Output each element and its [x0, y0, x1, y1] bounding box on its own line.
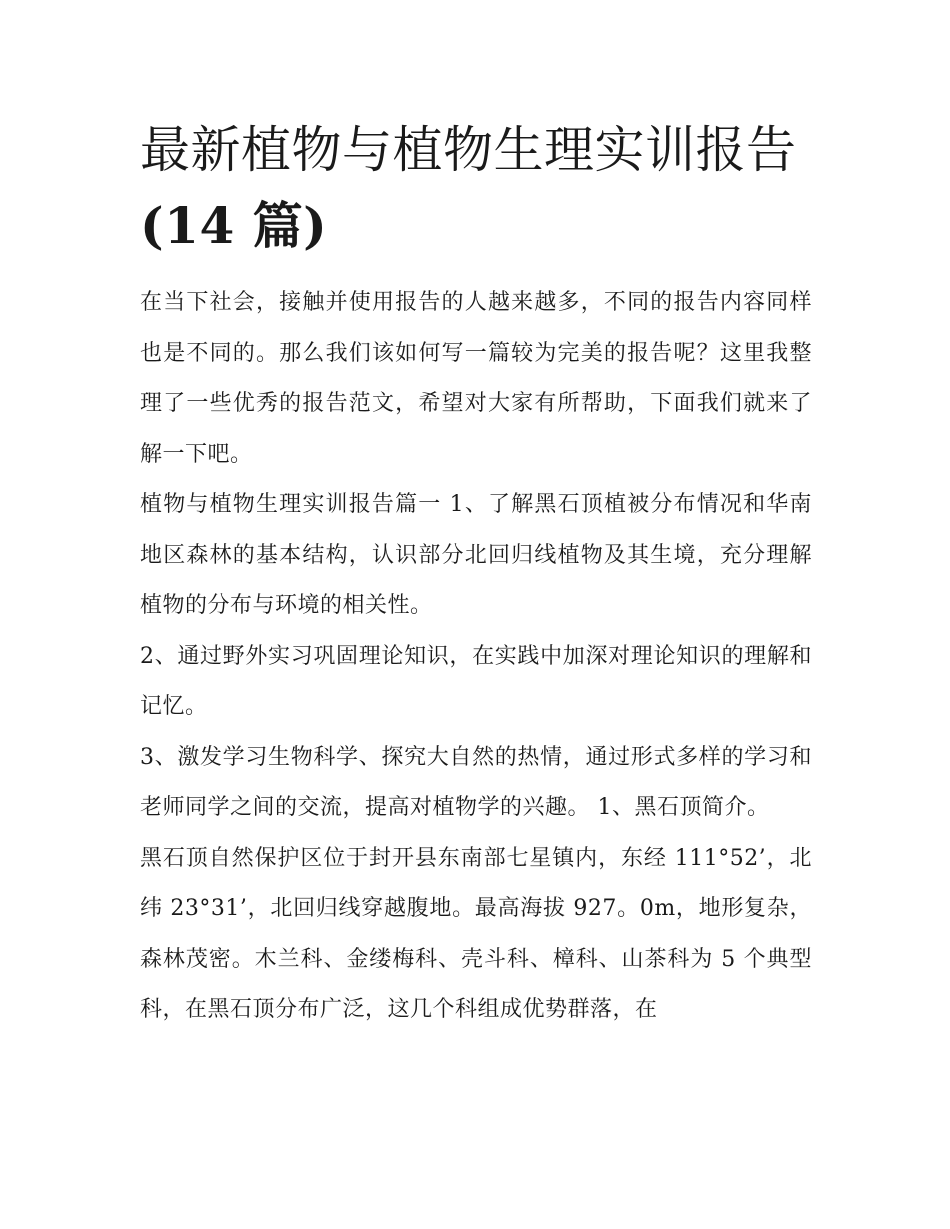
- title-line-1: 最新植物与植物生理实训报告: [140, 121, 797, 179]
- title-line-2: (14 篇): [140, 196, 328, 255]
- document-page: [140, 112, 812, 1036]
- document-title: [140, 112, 812, 264]
- paragraph-intro: 在当下社会，接触并使用报告的人越来越多，不同的报告内容同样也是不同的。那么我们该如何写一篇较为完美的报告呢？这里我整理了一些优秀的报告范文，希望对大家有所帮助，下面我们就来了解一下吧。: [140, 290, 812, 467]
- paragraph-section-one: 植物与植物生理实训报告篇一 1、了解黑石顶植被分布情况和华南地区森林的基本结构，认识部分北回归线植物及其生境，充分理解植物的分布与环境的相关性。: [140, 492, 812, 618]
- paragraph-point-three: 3、激发学习生物科学、探究大自然的热情，通过形式多样的学习和老师同学之间的交流，提高对植物学的兴趣。 1、黑石顶简介。: [140, 744, 812, 820]
- paragraph-point-two: 2、通过野外实习巩固理论知识，在实践中加深对理论知识的理解和记忆。: [140, 643, 812, 719]
- paragraph-heishiding: 黑石顶自然保护区位于封开县东南部七星镇内，东经 111°52’，北纬 23°31’，北回归线穿越腹地。最高海拔 927。0m，地形复杂，森林茂密。木兰科、金缕梅科、壳斗科、樟科、山茶科为 5 个典型科，在黑石顶分布广泛，这几个科组成优势群落，在: [140, 845, 812, 1022]
